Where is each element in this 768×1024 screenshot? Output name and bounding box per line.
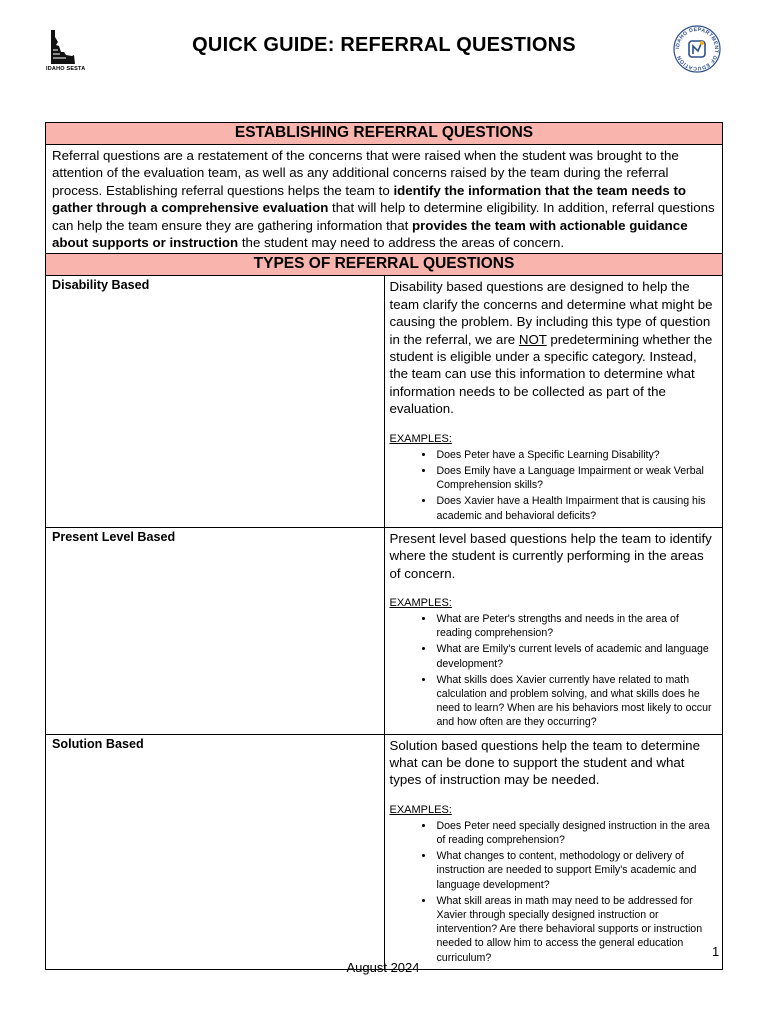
list-item: • What are Emily's current levels of academic and language development? — [435, 642, 717, 670]
table-row-disability — [46, 276, 723, 527]
list-item: • What are Peter's strengths and needs in the area of reading comprehension? — [435, 612, 717, 640]
referral-questions-table — [45, 122, 723, 970]
list-item: • Does Xavier have a Health Impairment that is causing his academic and behavioral deficits? — [435, 494, 717, 522]
list-item: • What changes to content, methodology or delivery of instruction are needed to support Emily's academic and language development? — [435, 849, 717, 892]
list-item: • Does Emily have a Language Impairment or weak Verbal Comprehension skills? — [435, 464, 717, 492]
table-row-solution — [46, 734, 723, 969]
list-item: • What skill areas in math may need to be addressed for Xavier through specially designed instruction or intervention? Are there behavioral supports or instruction needed to allow him to access the general education curriculum? — [435, 894, 717, 965]
row-description: Present level based questions help the team to identify where the student is currently performing in the areas of concern. EXAMPLES: • What are Peter's strengths and needs in the area of reading comprehension? • What are Emily's current levels of academic and language development? • What skills does Xavier currently have related to math calculation and problem solving, and what skills does he need to learn? When are his behaviors most likely to occur and how often are they occurring? — [384, 527, 723, 734]
page-title: QUICK GUIDE: REFERRAL QUESTIONS — [192, 34, 576, 56]
row-label: Disability Based — [46, 276, 385, 527]
examples-list — [390, 448, 717, 523]
row-label: Solution Based — [46, 734, 385, 969]
examples-heading: EXAMPLES: — [389, 596, 452, 609]
examples-heading: EXAMPLES: — [389, 432, 452, 445]
section-heading-establishing: ESTABLISHING REFERRAL QUESTIONS — [46, 123, 723, 145]
examples-list — [390, 612, 717, 730]
page-number: 1 — [712, 944, 720, 959]
idaho-department-of-education-seal — [672, 24, 722, 74]
seal-emblem-icon — [689, 41, 705, 57]
row-label: Present Level Based — [46, 527, 385, 734]
examples-heading: EXAMPLES: — [389, 803, 452, 816]
list-item: • What skills does Xavier currently have related to math calculation and problem solving, and what skills does he need to learn? When are his behaviors most likely to occur and how often are they occurring? — [435, 673, 717, 730]
footer-date: August 2024 — [346, 960, 420, 975]
list-item: • Does Peter have a Specific Learning Disability? — [435, 448, 717, 462]
row-description: Solution based questions help the team to determine what can be done to support the student and what types of instruction may be needed. EXAMPLES: • Does Peter need specially designed instruction in the area of reading comprehension? • What changes to content, methodology or delivery of instruction are needed to support Emily's academic and language development? • What skill areas in math may need to be addressed for Xavier through specially designed instruction or intervention? Are there behavioral supports or instruction needed to allow him to access the general education curriculum? — [384, 734, 723, 969]
row-description: Disability based questions are designed to help the team clarify the concerns and determine what might be causing the problem. By including this type of question in the referral, we are NOT predetermining whether the student is eligible under a specific category. Instead, the team can use this information to determine what information needs to be collected as part of the evaluation. EXAMPLES: • Does Peter have a Specific Learning Disability? • Does Emily have a Language Impairment or weak Verbal Comprehension skills? • Does Xavier have a Health Impairment that is causing his academic and behavioral deficits? — [384, 276, 723, 527]
examples-list — [390, 819, 720, 965]
table-row-present-level — [46, 527, 723, 734]
logo-caption: IDAHO SESTA — [46, 66, 86, 72]
section-heading-types: TYPES OF REFERRAL QUESTIONS — [46, 254, 723, 276]
list-item: • Does Peter need specially designed instruction in the area of reading comprehension? — [435, 819, 717, 847]
intro-paragraph: Referral questions are a restatement of the concerns that were raised when the student was brought to the attention of the evaluation team, as well as any additional concerns raised by the team during the referral process. Establishing referral questions helps the team to identify the information that the team needs to gather through a comprehensive evaluation that will help to determine eligibility. In addition, referral questions can help the team ensure they are gathering information that provides the team with actionable guidance about supports or instruction the student may need to address the areas of concern. — [46, 145, 723, 254]
seal-text: IDAHO DEPARTMENT OF EDUCATION — [674, 26, 720, 72]
